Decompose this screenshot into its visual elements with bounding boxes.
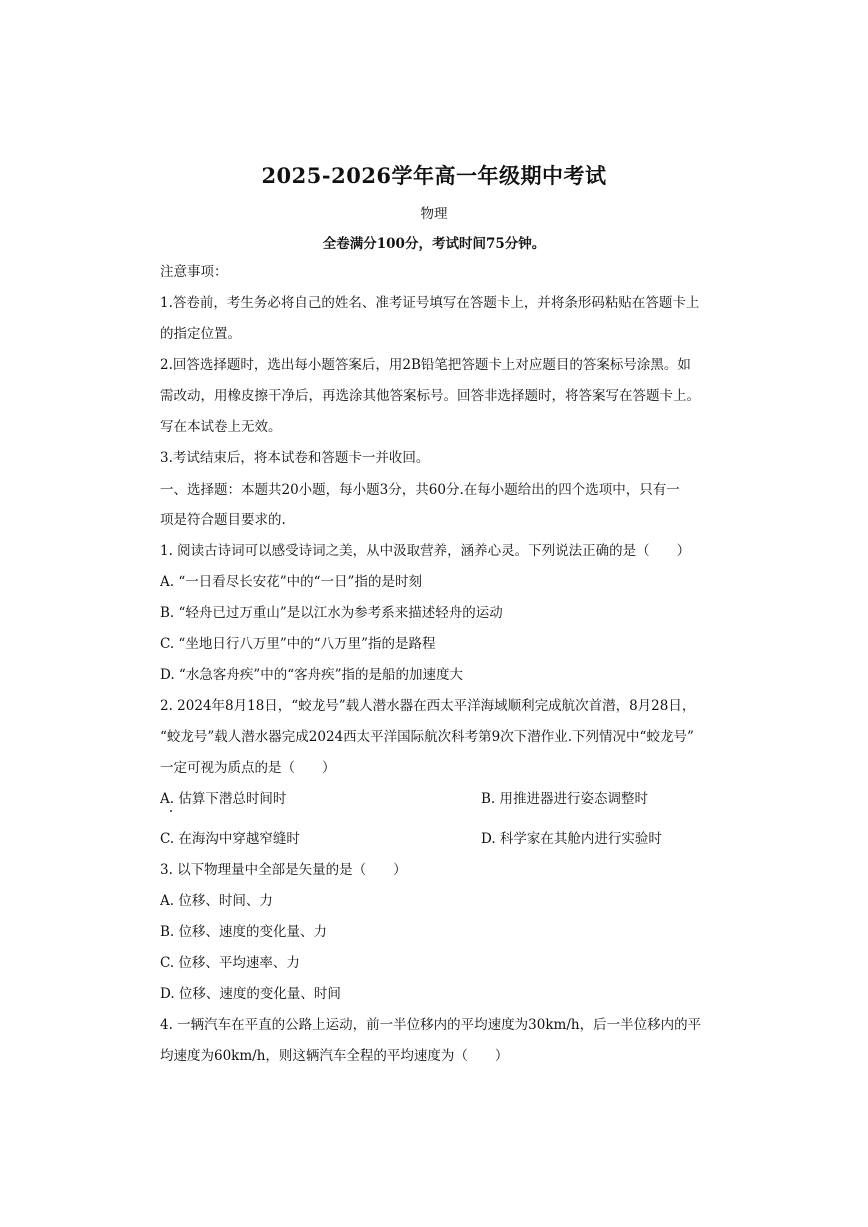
exam-meta: 全卷满分100分，考试时间75分钟。 bbox=[322, 236, 546, 252]
question-2-option-d: D. 科学家在其舱内进行实验时 bbox=[481, 831, 662, 847]
question-1-option-b: B. “轻舟已过万重山”是以江水为参考系来描述轻舟的运动 bbox=[160, 605, 503, 621]
question-3-option-c: C. 位移、平均速率、力 bbox=[160, 955, 300, 971]
question-2-stem: “蛟龙号”载人潜水器完成2024西太平洋国际航次科考第9次下潜作业.下列情况中“蛟龙号” bbox=[160, 729, 694, 745]
question-4-stem: 均速度为60km/h，则这辆汽车全程的平均速度为（ ） bbox=[160, 1048, 509, 1064]
notice-item: 写在本试卷上无效。 bbox=[160, 419, 282, 435]
question-2-stem: 2. 2024年8月18日，“蛟龙号”载人潜水器在西太平洋海域顺利完成航次首潜，8月28日， bbox=[160, 698, 696, 714]
exam-title: 2025-2026学年高一年级期中考试 bbox=[261, 163, 607, 188]
question-3-option-b: B. 位移、速度的变化量、力 bbox=[160, 924, 328, 940]
question-1-option-a: A. “一日看尽长安花”中的“一日”指的是时刻 bbox=[160, 574, 422, 590]
question-2-stem: 一定可视为质点的是（ ） bbox=[160, 760, 336, 776]
question-4-stem: 4. 一辆汽车在平直的公路上运动，前一半位移内的平均速度为30km/h，后一半位移内的平 bbox=[160, 1017, 702, 1033]
question-3-option-d: D. 位移、速度的变化量、时间 bbox=[160, 986, 341, 1002]
notice-heading: 注意事项： bbox=[160, 264, 228, 280]
section-heading: 一、选择题：本题共20小题，每小题3分，共60分.在每小题给出的四个选项中，只有一 bbox=[160, 482, 680, 498]
notice-item: 的指定位置。 bbox=[160, 326, 241, 342]
question-1-option-c: C. “坐地日行八万里”中的“八万里”指的是路程 bbox=[160, 636, 436, 652]
notice-item: 需改动，用橡皮擦干净后，再选涂其他答案标号。回答非选择题时，将答案写在答题卡上。 bbox=[160, 388, 700, 404]
question-2-option-a: A. 估算下潜总时间时 bbox=[160, 791, 287, 807]
question-1-option-d: D. “水急客舟疾”中的“客舟疾”指的是船的加速度大 bbox=[160, 667, 464, 683]
question-3-stem: 3. 以下物理量中全部是矢量的是（ ） bbox=[160, 862, 407, 878]
notice-item: 1.答卷前，考生务必将自己的姓名、准考证号填写在答题卡上，并将条形码粘贴在答题卡上 bbox=[160, 295, 700, 311]
notice-item: 3.考试结束后，将本试卷和答题卡一并收回。 bbox=[160, 450, 430, 466]
question-2-option-b: B. 用推进器进行姿态调整时 bbox=[481, 791, 649, 807]
stray-dot-mark bbox=[170, 810, 172, 812]
exam-subject: 物理 bbox=[420, 206, 448, 222]
section-heading-cont: 项是符合题目要求的. bbox=[160, 512, 286, 528]
notice-item: 2.回答选择题时，选出每小题答案后，用2B铅笔把答题卡上对应题目的答案标号涂黑。如 bbox=[160, 357, 691, 373]
question-3-option-a: A. 位移、时间、力 bbox=[160, 893, 273, 909]
question-2-option-c: C. 在海沟中穿越窄缝时 bbox=[160, 831, 300, 847]
question-1-stem: 1. 阅读古诗词可以感受诗词之美，从中汲取营养，涵养心灵。下列说法正确的是（ ） bbox=[160, 543, 691, 559]
